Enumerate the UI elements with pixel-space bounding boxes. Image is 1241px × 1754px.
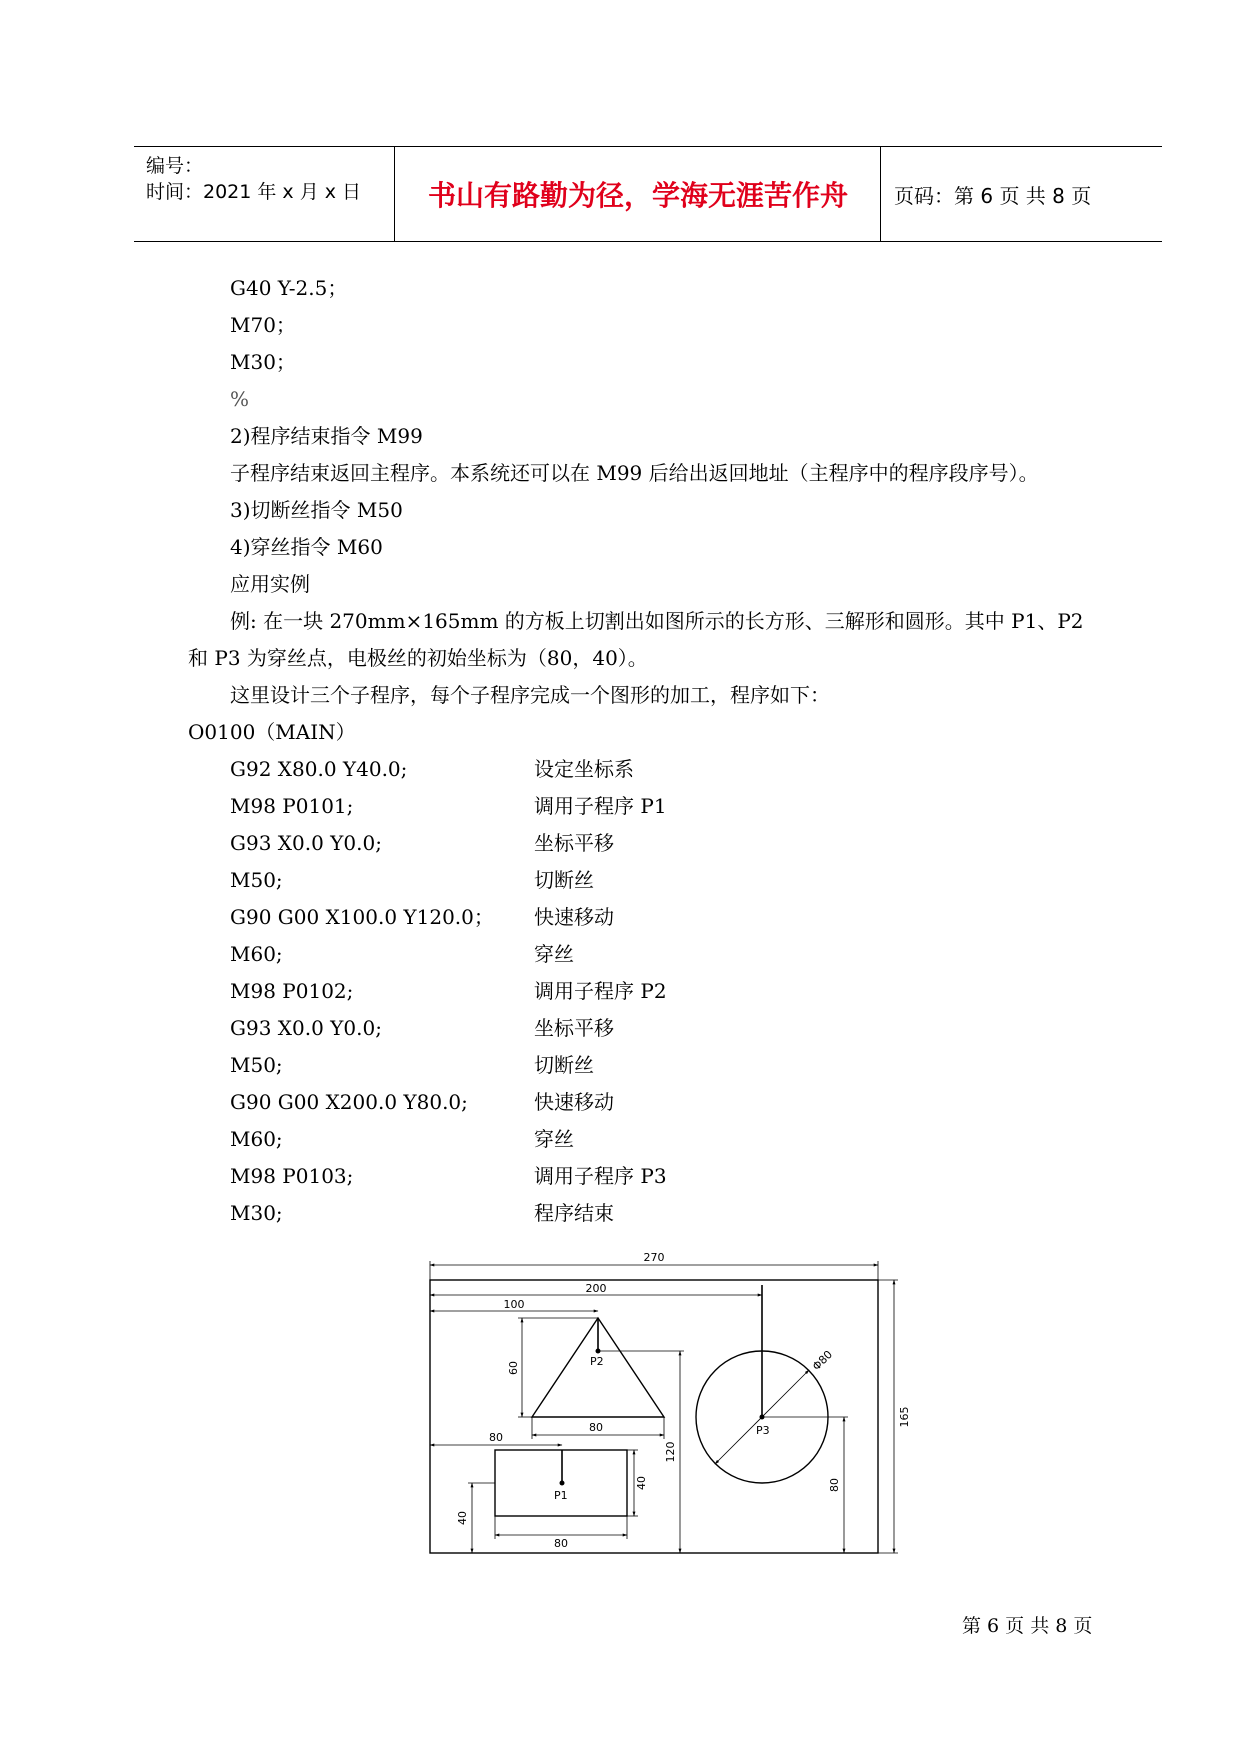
dim-40-y: 40 bbox=[456, 1511, 469, 1525]
number-label: 编号： bbox=[146, 155, 204, 177]
program-comment: 切断丝 bbox=[534, 868, 594, 892]
program-code: G92 X80.0 Y40.0; bbox=[230, 757, 408, 781]
header-meta-cell bbox=[134, 147, 395, 241]
code-line: M30； bbox=[230, 350, 296, 374]
program-comment: 坐标平移 bbox=[534, 831, 614, 855]
header-motto: 书山有路勤为径，学海无涯苦作舟 bbox=[396, 147, 881, 241]
dim-80-y: 80 bbox=[828, 1478, 841, 1492]
program-code: M50; bbox=[230, 868, 283, 892]
example-heading: 应用实例 bbox=[230, 572, 310, 596]
program-comment: 穿丝 bbox=[534, 1127, 574, 1151]
time-label: 时间：2021 年 x 月 x 日 bbox=[146, 181, 362, 203]
program-name: O0100（MAIN） bbox=[188, 720, 356, 744]
dim-120: 120 bbox=[664, 1441, 677, 1463]
program-code: M98 P0101; bbox=[230, 794, 354, 818]
program-comment: 穿丝 bbox=[534, 942, 574, 966]
program-code: M60; bbox=[230, 1127, 283, 1151]
dim-60: 60 bbox=[507, 1361, 520, 1375]
header-page-info: 页码：第 6 页 共 8 页 bbox=[894, 183, 1092, 208]
dim-80-rect-width: 80 bbox=[554, 1537, 568, 1550]
program-code: M30; bbox=[230, 1201, 283, 1225]
label-p3: P3 bbox=[756, 1424, 770, 1437]
cutting-drawing bbox=[420, 1245, 920, 1565]
program-comment: 调用子程序 P2 bbox=[534, 979, 667, 1003]
m99-description: 子程序结束返回主程序。本系统还可以在 M99 后给出返回地址（主程序中的程序段序号）。 bbox=[230, 461, 1039, 485]
dim-165: 165 bbox=[898, 1406, 911, 1428]
program-comment: 快速移动 bbox=[534, 1090, 614, 1114]
dim-40-rect-height: 40 bbox=[635, 1476, 648, 1490]
dim-270: 270 bbox=[643, 1251, 665, 1264]
code-line: M70； bbox=[230, 313, 296, 337]
program-code: M98 P0103; bbox=[230, 1164, 354, 1188]
program-comment: 切断丝 bbox=[534, 1053, 594, 1077]
dim-100: 100 bbox=[503, 1298, 525, 1311]
m99-title: 2)程序结束指令 M99 bbox=[230, 424, 423, 448]
dim-80-triangle: 80 bbox=[589, 1421, 603, 1434]
page-footer: 第 6 页 共 8 页 bbox=[962, 1615, 1093, 1637]
program-code: M50; bbox=[230, 1053, 283, 1077]
program-comment: 调用子程序 P3 bbox=[534, 1164, 667, 1188]
program-comment: 调用子程序 P1 bbox=[534, 794, 667, 818]
label-p1: P1 bbox=[554, 1489, 568, 1502]
page-header bbox=[134, 146, 1162, 242]
dim-80-rect-x: 80 bbox=[489, 1431, 503, 1444]
program-code: G90 G00 X200.0 Y80.0; bbox=[230, 1090, 468, 1114]
program-comment: 程序结束 bbox=[534, 1201, 614, 1225]
code-line: % bbox=[230, 387, 250, 411]
code-line: G40 Y-2.5； bbox=[230, 276, 348, 300]
program-code: M98 P0102; bbox=[230, 979, 354, 1003]
example-line-2: 和 P3 为穿丝点，电极丝的初始坐标为（80，40）。 bbox=[188, 646, 648, 670]
program-code: G93 X0.0 Y0.0; bbox=[230, 831, 382, 855]
design-line: 这里设计三个子程序，每个子程序完成一个图形的加工，程序如下： bbox=[230, 683, 830, 707]
example-line-1: 例: 在一块 270mm×165mm 的方板上切割出如图所示的长方形、三解形和圆形。其中 P1、P2 bbox=[230, 609, 1084, 633]
program-code: G93 X0.0 Y0.0; bbox=[230, 1016, 382, 1040]
dim-200: 200 bbox=[585, 1282, 607, 1295]
m50-title: 3)切断丝指令 M50 bbox=[230, 498, 403, 522]
program-comment: 坐标平移 bbox=[534, 1016, 614, 1040]
program-comment: 快速移动 bbox=[534, 905, 614, 929]
dim-phi80: Φ80 bbox=[809, 1347, 836, 1374]
program-comment: 设定坐标系 bbox=[534, 757, 634, 781]
program-code: G90 G00 X100.0 Y120.0； bbox=[230, 905, 494, 929]
program-code: M60; bbox=[230, 942, 283, 966]
m60-title: 4)穿丝指令 M60 bbox=[230, 535, 383, 559]
label-p2: P2 bbox=[590, 1355, 604, 1368]
